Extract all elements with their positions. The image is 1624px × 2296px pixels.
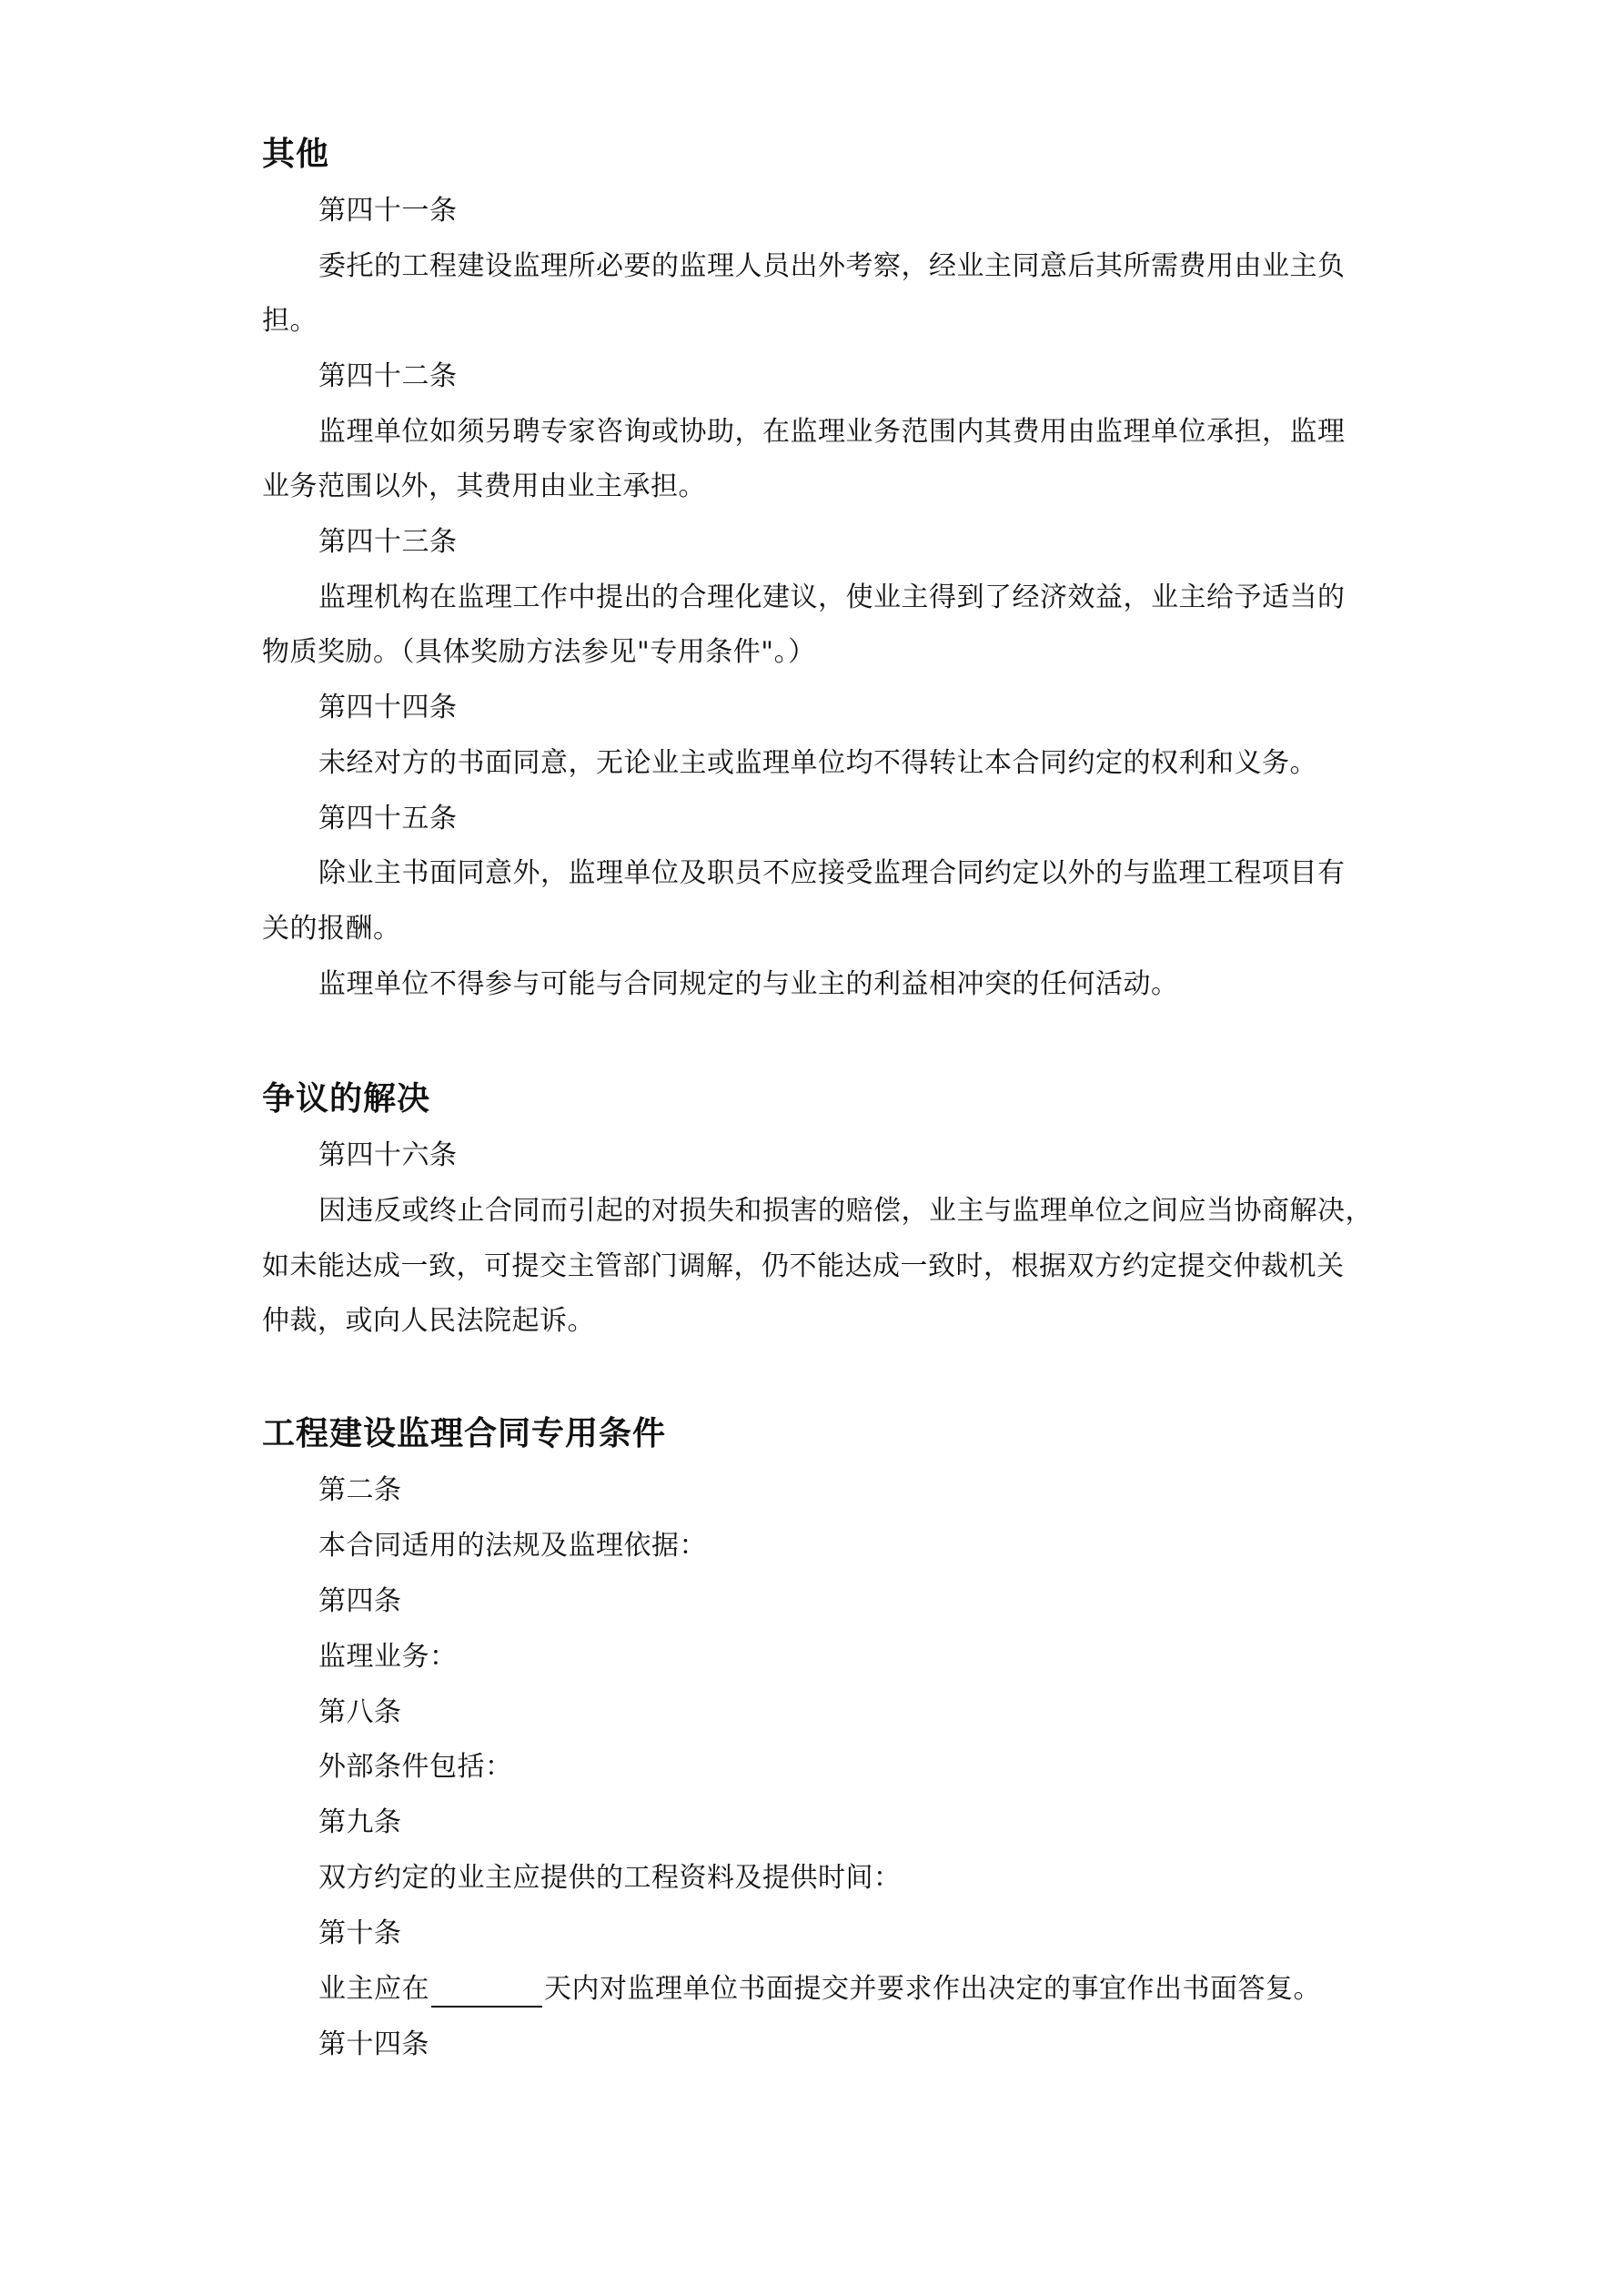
article-41-text-line-2: 担。: [262, 305, 318, 337]
article-46-text-line-3: 仲裁，或向人民法院起诉。: [262, 1305, 595, 1337]
article-43-text-line-2: 物质奖励。（具体奖励方法参见"专用条件"。）: [262, 636, 816, 668]
article-44-title: 第四十四条: [318, 692, 458, 723]
article-10-text-after-blank: 天内对监理单位书面提交并要求作出决定的事宜作出书面答复。: [544, 1973, 1321, 2005]
article-41-text-line-1: 委托的工程建设监理所必要的监理人员出外考察，经业主同意后其所需费用由业主负: [318, 250, 1346, 282]
article-14-title: 第十四条: [318, 2028, 429, 2060]
article-4-title: 第四条: [318, 1585, 402, 1617]
article-9-title: 第九条: [318, 1806, 402, 1838]
article-45-text-line-3: 监理单位不得参与可能与合同规定的与业主的利益相冲突的任何活动。: [318, 968, 1179, 1000]
article-44-text-line-1: 未经对方的书面同意，无论业主或监理单位均不得转让本合同约定的权利和义务。: [318, 747, 1317, 779]
article-10-text: [318, 1971, 1321, 2008]
article-8-text: 外部条件包括：: [318, 1751, 513, 1783]
section-heading-special-conditions: 工程建设监理合同专用条件: [262, 1415, 667, 1452]
article-46-text-line-2: 如未能达成一致，可提交主管部门调解，仍不能达成一致时，根据双方约定提交仲裁机关: [262, 1250, 1345, 1282]
article-46-title: 第四十六条: [318, 1139, 458, 1171]
article-43-title: 第四十三条: [318, 526, 458, 558]
article-2-text: 本合同适用的法规及监理依据：: [318, 1530, 707, 1562]
article-45-title: 第四十五条: [318, 803, 458, 834]
article-4-text: 监理业务：: [318, 1641, 458, 1673]
section-heading-dispute: 争议的解决: [262, 1080, 431, 1118]
article-41-title: 第四十一条: [318, 195, 458, 227]
article-45-text-line-2: 关的报酬。: [262, 913, 401, 945]
article-10-title: 第十条: [318, 1917, 402, 1949]
article-8-title: 第八条: [318, 1696, 402, 1728]
days-blank-field: [431, 1978, 542, 2008]
article-42-text-line-2: 业务范围以外，其费用由业主承担。: [262, 470, 706, 502]
article-2-title: 第二条: [318, 1474, 402, 1506]
section-heading-other: 其他: [262, 136, 330, 173]
article-46-text-line-1: 因违反或终止合同而引起的对损失和损害的赔偿，业主与监理单位之间应当协商解决，: [318, 1195, 1373, 1227]
article-42-text-line-1: 监理单位如须另聘专家咨询或协助，在监理业务范围内其费用由监理单位承担，监理: [318, 416, 1346, 448]
article-42-title: 第四十二条: [318, 360, 458, 392]
article-9-text: 双方约定的业主应提供的工程资料及提供时间：: [318, 1862, 902, 1894]
article-45-text-line-1: 除业主书面同意外，监理单位及职员不应接受监理合同约定以外的与监理工程项目有: [318, 857, 1346, 889]
article-10-text-before-blank: 业主应在: [318, 1973, 429, 2005]
article-43-text-line-1: 监理机构在监理工作中提出的合理化建议，使业主得到了经济效益，业主给予适当的: [318, 582, 1346, 613]
